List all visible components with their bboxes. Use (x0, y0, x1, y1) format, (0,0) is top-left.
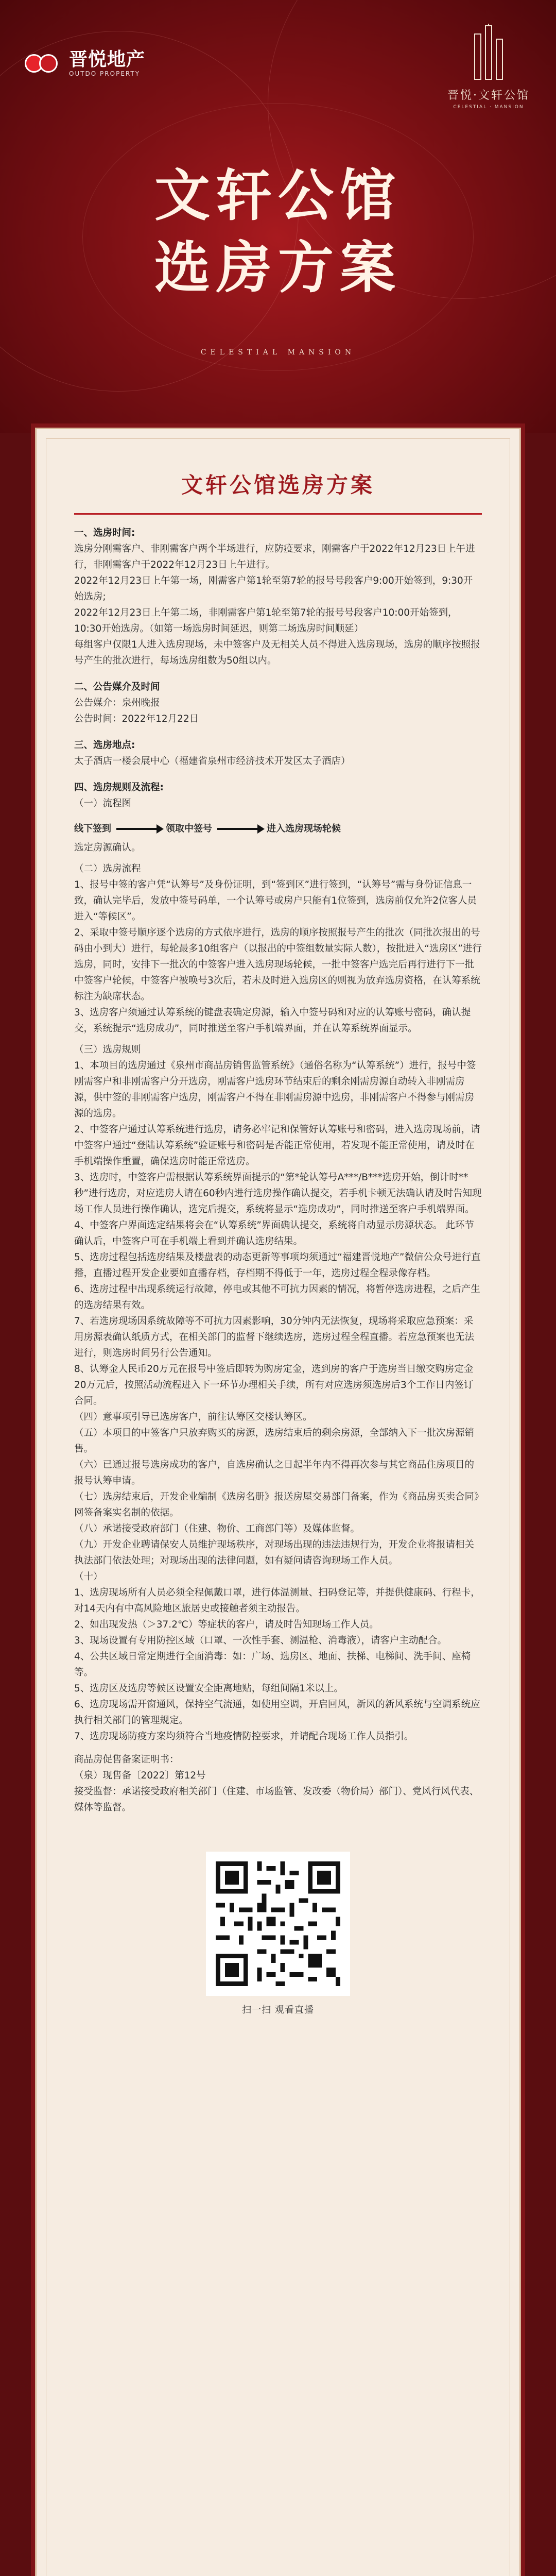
paragraph: 2、中签客户通过认筹系统进行选房，请务必牢记和保管好认筹账号和密码，进入选房现场前，请中签客户通过“登陆认筹系统”验证账号和密码是否能正常使用，若发现不能正常使用，请及时在手机端操作重置，确保选房时能正常选房。 (74, 1124, 480, 1167)
paragraph: 选房分刚需客户、非刚需客户两个半场进行，应防疫要求，刚需客户于2022年12月23日上午进行，非刚需客户于2022年12月23日上午进行。 (74, 544, 475, 570)
document-card (35, 428, 521, 2576)
paragraph: （四）意事项引导已选房客户，前往认筹区交楼认筹区。 (74, 1412, 312, 1422)
paragraph: 3、选房客户须通过认筹系统的键盘表确定房源，输入中签号码和对应的认筹账号密码，确认提交，系统提示“选房成功”，同时推送至客户手机端界面，并在认筹系统界面显示。 (74, 1007, 471, 1034)
paragraph: （七）选房结束后，开发企业编制《选房名册》报送房屋交易部门备案，作为《商品房买卖合同》网签备案实名制的依据。 (74, 1492, 479, 1518)
paragraph: 1、选房现场所有人员必须全程佩戴口罩，进行体温测量、扫码登记等，并提供健康码、行程卡，对14天内有中高风险地区旅居史或接触者须主动报告。 (74, 1587, 480, 1614)
section-heading: 二、公告媒介及时间 (74, 682, 160, 692)
paragraph: 每组客户仅限1人进入选房现场，未中签客户及无相关人员不得进入选房现场，选房的顺序按照报号产生的批次进行，每场选房组数为50组以内。 (74, 639, 480, 666)
flow-step: 线下签到 (74, 823, 111, 834)
paragraph: 公告时间：2022年12月22日 (74, 714, 199, 724)
flow-step: 进入选房现场轮候 (267, 823, 341, 834)
section-heading: 一、选房时间: (74, 528, 135, 538)
developer-logo-icon (25, 52, 62, 75)
hero-subtitle: CELESTIAL MANSION (200, 348, 356, 357)
paragraph: 太子酒店一楼会展中心（福建省泉州市经济技术开发区太子酒店） (74, 756, 351, 767)
qr-caption: 扫一扫 观看直播 (242, 2005, 314, 2015)
document-title: 文轩公馆选房方案 (181, 472, 375, 498)
paragraph: 3、选房时，中签客户需根据认筹系统界面提示的“第*轮认筹号A***/B***选房开始，倒计时**秒”进行选房，对应选房人请在60秒内进行选房操作确认提交，若手机卡顿无法确认请及时告知现场工作人员进行操作确认，选完后提交，系统将显示“选房成功”，同时推送至客户手机端界面。 (74, 1172, 482, 1215)
paragraph: 5、选房区及选房等候区设置安全距离地贴，每组间隔1米以上。 (74, 1683, 344, 1694)
paragraph: 选定房源确认。 (74, 842, 141, 853)
paragraph: 接受监督：承诺接受政府相关部门（住建、市场监管、发改委（物价局）部门）、党风行风代表、媒体等监督。 (74, 1786, 479, 1813)
qr-block (206, 1852, 350, 2018)
developer-name-en: OUTDO PROPERTY (69, 70, 141, 77)
paragraph: 2、采取中签号顺序逐个选房的方式依序进行，选房的顺序按照报号产生的批次（同批次报出的号码由小到大）进行，每轮最多10组客户（以报出的中签组数量实际人数），按批进入“选房区”进行选房，同时，安排下一批次的中签客户进入选房现场轮候，一批中签客户选完后再行进行下一批中签客户轮候，中签客户被唤号3次后，若未及时进入选房区的则视为放弃选房资格，在认筹系统标注为缺席状态。 (74, 927, 482, 1002)
paragraph: 1、本项目的选房通过《泉州市商品房销售监管系统》（通俗名称为“认筹系统”）进行，报号中签刚需客户和非刚需客户分开选房，刚需客户选房环节结束后的剩余刚需房源自动转入非刚需房源，供中签的非刚需客户选房，刚需客户不得在非刚需房源中选房，非刚需客户不得参与刚需房源的选房。 (74, 1060, 476, 1119)
paragraph: （五）本项目的中签客户只放弃购买的房源，选房结束后的剩余房源，全部纳入下一批次房源销售。 (74, 1428, 475, 1454)
hero-title-line2: 选房方案 (154, 235, 402, 300)
developer-logo (25, 49, 145, 77)
hero-banner (0, 0, 556, 433)
paragraph: 3、现场设置有专用防控区域（口罩、一次性手套、测温枪、消毒液），请客户主动配合。 (74, 1635, 447, 1646)
hero-title-line1: 文轩公馆 (154, 163, 402, 228)
document-body (46, 438, 510, 2576)
subsection-heading: （三）选房规则 (74, 1044, 141, 1055)
paragraph: 7、选房现场防疫方案均须符合当地疫情防控要求，并请配合现场工作人员指引。 (74, 1731, 414, 1742)
paragraph: 8、认筹金人民币20万元在报号中签后即转为购房定金，选到房的客户于选房当日缴交购房定金20万元后，按照活动流程进入下一环节办理相关手续，所有对应选房须选房后3个工作日内签订合同。 (74, 1364, 474, 1406)
paragraph: （八）承诺接受政府部门（住建、物价、工商部门等）及媒体监督。 (74, 1523, 360, 1534)
paragraph: （十） (74, 1571, 103, 1582)
paragraph: 公告媒介：泉州晚报 (74, 698, 160, 708)
paragraph: （九）开发企业聘请保安人员维护现场秩序，对现场出现的违法违规行为，开发企业将报请相关执法部门依法处理；对现场出现的法律问题，如有疑问请咨询现场工作人员。 (74, 1539, 475, 1566)
subsection-heading: （二）选房流程 (74, 863, 141, 874)
title-divider (74, 513, 482, 515)
paragraph: 6、选房过程中出现系统运行故障，停电或其他不可抗力因素的情况，将暂停选房进程，之后产生的选房结果有效。 (74, 1284, 480, 1311)
paragraph: 2022年12月23日上午第一场，刚需客户第1轮至第7轮的报号号段客户9:00开始签到，9:30开始选房; (74, 575, 473, 602)
paragraph: 2、如出现发热（＞37.2℃）等症状的客户，请及时告知现场工作人员。 (74, 1619, 379, 1630)
paragraph: 4、中签客户界面选定结果将会在“认筹系统”界面确认提交，系统将自动显示房源状态。 此环节确认后，中签客户可在手机端上看到并确认选房结果。 (74, 1220, 474, 1247)
section-heading: 三、选房地点: (74, 740, 135, 751)
project-logo (445, 24, 532, 110)
subsection-heading: （一）流程图 (74, 798, 132, 809)
project-name-en: CELESTIAL · MANSION (453, 105, 524, 110)
project-name: 晋悦·文轩公馆 (447, 89, 530, 102)
paragraph: （六）已通过报号选房成功的客户，自选房确认之日起半年内不得再次参与其它商品住房项目的报号认筹申请。 (74, 1460, 475, 1486)
paragraph: （泉）现售备〔2022〕第12号 (74, 1770, 206, 1781)
arrow-right-icon (217, 828, 262, 830)
paragraph: 1、报号中签的客户凭“认筹号”及身份证明，到“签到区”进行签到，“认筹号”需与身份证信息一致，确认完毕后，发放中签号码单，一个认筹号或房户只能有1位签到，选房前仅允许2位客人员进入“等候区”。 (74, 879, 477, 922)
paragraph: 4、公共区域日常定期进行全面消毒：如：广场、选房区、地面、扶梯、电梯间、洗手间、座椅等。 (74, 1651, 471, 1678)
paragraph: 5、选房过程包括选房结果及楼盘表的动态更新等事项均须通过“福建晋悦地产”微信公众号进行直播，直播过程开发企业要如直播存档，存档期不得低于一年，选房过程全程录像存档。 (74, 1252, 481, 1279)
arrow-right-icon (116, 828, 161, 830)
paragraph: 6、选房现场需开窗通风，保持空气流通，如使用空调，开启回风，新风的新风系统与空调系统应执行相关部门的管理规定。 (74, 1699, 480, 1726)
paragraph: 2022年12月23日上午第二场，非刚需客户第1轮至第7轮的报号号段客户10:00开始签到，10:30开始选房。（如第一场选房时间延迟，则第二场选房时间顺延） (74, 607, 458, 634)
developer-name: 晋悦地产 (69, 49, 146, 70)
flow-step: 领取中签号 (166, 823, 212, 834)
qr-code-icon[interactable] (206, 1852, 350, 1996)
paragraph: 商品房促售备案证明书： (74, 1754, 179, 1765)
paragraph: 7、若选房现场因系统故障等不可抗力因素影响，30分钟内无法恢复，现场将采取应急预案：采用房源表确认纸质方式，在相关部门的监督下继续选房，选房过程全程直播。若应急预案也无法进行，则选房时间另行公告通知。 (74, 1316, 475, 1359)
section-heading: 四、选房规则及流程: (74, 782, 164, 793)
flow-chart (74, 821, 482, 837)
tower-icon (471, 24, 507, 80)
